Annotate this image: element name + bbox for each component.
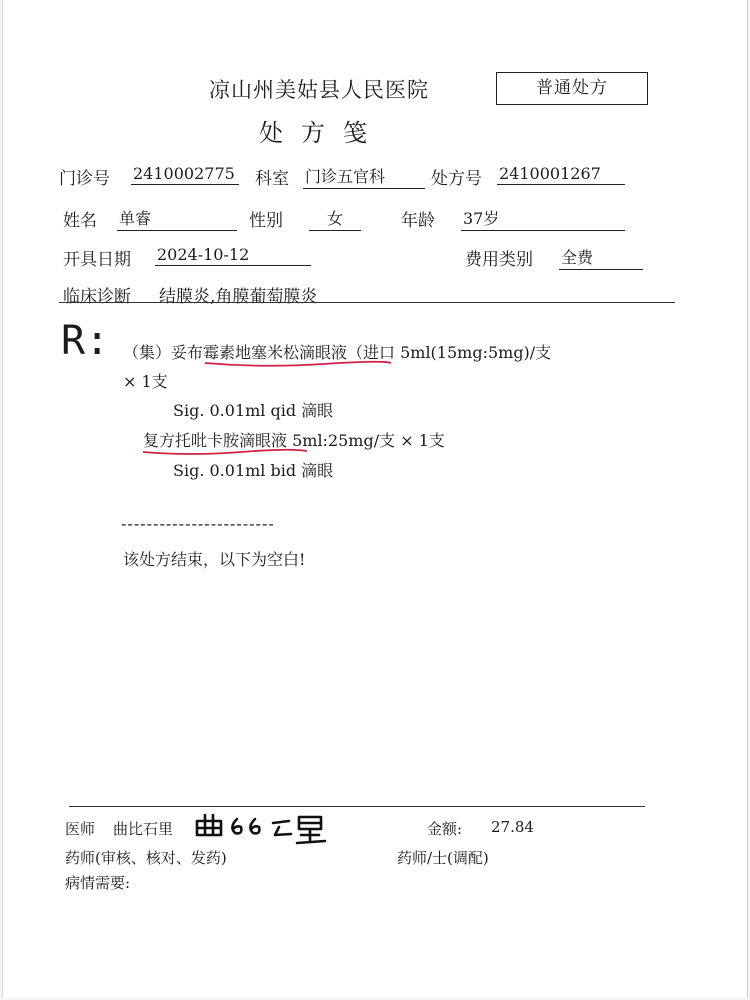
doctor-signature: [193, 807, 333, 847]
gender-value: 女: [309, 206, 361, 231]
rx-end-dashes: ------------------------: [121, 514, 275, 533]
rx-no-value: 2410001267: [497, 164, 625, 185]
rx-end-note: 该处方结束，以下为空白!: [123, 550, 306, 569]
handwritten-underline-2: [141, 446, 311, 458]
rx-no-label: 处方号: [431, 169, 482, 189]
age-label: 年龄: [401, 211, 435, 231]
footer-divider: [69, 806, 645, 807]
rx-item-2-line1: 复方托吡卡胺滴眼液 5ml:25mg/支 × 1支: [143, 431, 445, 450]
dept-value: 门诊五官科: [303, 164, 425, 189]
age-value: 37岁: [461, 206, 625, 231]
doctor-label: 医师: [65, 820, 96, 838]
prescription-type-box: 普通处方: [496, 72, 648, 105]
fee-label: 费用类别: [465, 250, 533, 270]
doctor-name: 曲比石里: [113, 820, 174, 838]
amount-value: 27.84: [491, 818, 534, 836]
rx-item-2-sig: Sig. 0.01ml bid 滴眼: [173, 461, 334, 480]
pharmacist-review-label: 药师(审核、核对、发药): [65, 849, 227, 867]
amount-label: 金额:: [427, 820, 463, 838]
rx-item-1-line1: （集）妥布霉素地塞米松滴眼液（进口 5ml(15mg:5mg)/支: [123, 343, 552, 362]
rx-item-1-sig: Sig. 0.01ml qid 滴眼: [173, 401, 334, 420]
handwritten-underline-1: [203, 358, 393, 370]
clinic-no-label: 门诊号: [59, 169, 110, 189]
pharmacist-dispense-label: 药师/士(调配): [397, 849, 489, 867]
name-value: 单睿: [117, 206, 237, 231]
rx-item-1-line2: × 1支: [123, 372, 168, 391]
condition-label: 病情需要:: [65, 874, 131, 892]
form-title: 处方笺: [259, 119, 385, 147]
diagnosis-value: 结膜炎,角膜葡萄膜炎: [159, 287, 318, 307]
fee-value: 全费: [559, 245, 643, 270]
hospital-name: 凉山州美姑县人民医院: [209, 78, 429, 102]
rx-symbol: R:: [61, 318, 110, 364]
header-divider: [59, 302, 675, 303]
clinic-no-value: 2410002775: [131, 164, 239, 185]
gender-label: 性别: [249, 211, 283, 231]
name-label: 姓名: [63, 211, 97, 231]
diagnosis-label: 临床诊断: [63, 287, 131, 307]
date-value: 2024-10-12: [155, 245, 311, 266]
date-label: 开具日期: [63, 250, 131, 270]
prescription-paper: [2, 0, 748, 998]
dept-label: 科室: [255, 169, 289, 189]
